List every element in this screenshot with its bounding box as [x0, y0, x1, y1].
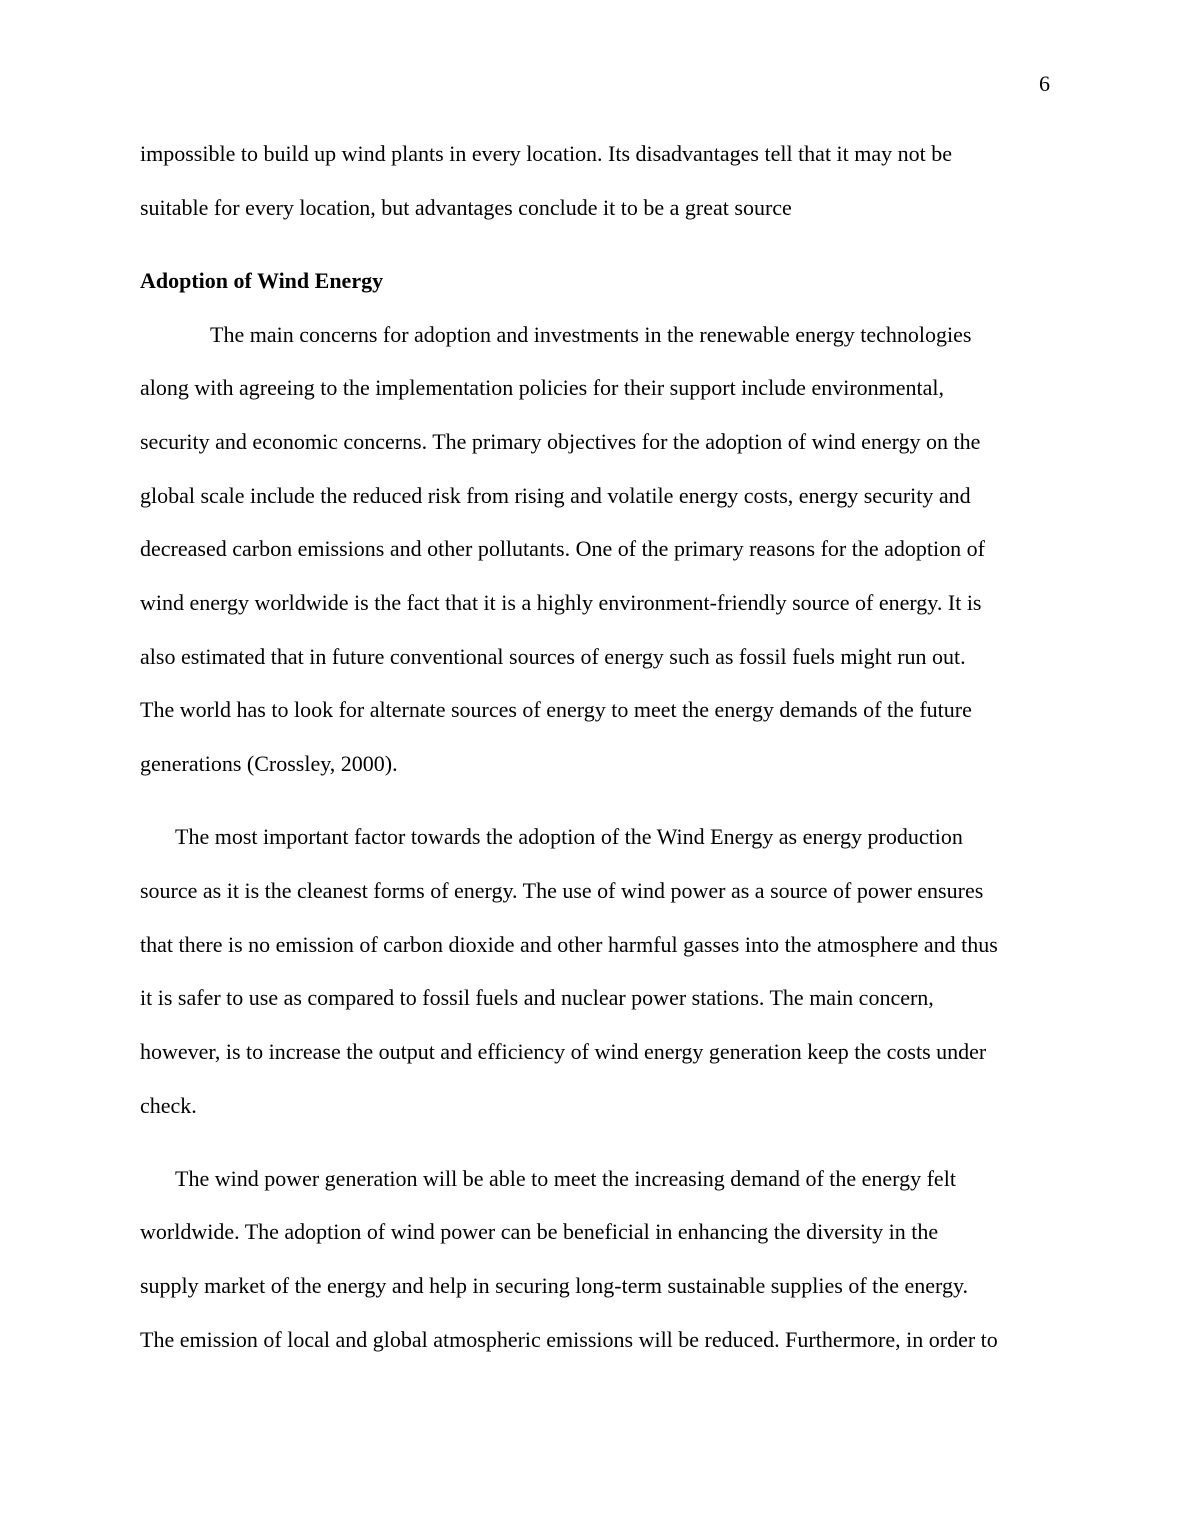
text-line: decreased carbon emissions and other pollutants. One of the primary reasons for the adoption of: [140, 536, 985, 561]
text-line: security and economic concerns. The primary objectives for the adoption of wind energy on the: [140, 429, 981, 454]
text-line: worldwide. The adoption of wind power can be beneficial in enhancing the diversity in the: [140, 1219, 939, 1244]
text-line: wind energy worldwide is the fact that it is a highly environment-friendly source of energy. It is: [140, 590, 982, 615]
text-line: that there is no emission of carbon dioxide and other harmful gasses into the atmosphere and thus: [140, 932, 998, 957]
text-line: along with agreeing to the implementation policies for their support include environmental,: [140, 375, 945, 400]
text-line: check.: [140, 1093, 197, 1118]
text-line: The wind power generation will be able to meet the increasing demand of the energy felt: [175, 1166, 956, 1191]
text-line: it is safer to use as compared to fossil fuels and nuclear power stations. The main concern,: [140, 985, 934, 1010]
text-line: The most important factor towards the adoption of the Wind Energy as energy production: [175, 824, 963, 849]
text-line: The emission of local and global atmospheric emissions will be reduced. Furthermore, in order to: [140, 1327, 998, 1352]
page-number: 6: [1039, 71, 1050, 96]
text-line: suitable for every location, but advantages conclude it to be a great source: [140, 195, 792, 220]
text-line: The main concerns for adoption and investments in the renewable energy technologies: [210, 322, 972, 347]
text-line: generations (Crossley, 2000).: [140, 751, 398, 776]
text-line: impossible to build up wind plants in every location. Its disadvantages tell that it may not be: [140, 141, 953, 166]
text-line: The world has to look for alternate sources of energy to meet the energy demands of the future: [140, 697, 972, 722]
text-line: supply market of the energy and help in securing long-term sustainable supplies of the energy.: [140, 1273, 969, 1298]
text-line: source as it is the cleanest forms of energy. The use of wind power as a source of power ensures: [140, 878, 984, 903]
section-heading: Adoption of Wind Energy: [140, 268, 384, 293]
text-line: however, is to increase the output and efficiency of wind energy generation keep the costs under: [140, 1039, 987, 1064]
text-line: global scale include the reduced risk from rising and volatile energy costs, energy security and: [140, 483, 971, 508]
text-line: also estimated that in future conventional sources of energy such as fossil fuels might run out.: [140, 644, 966, 669]
